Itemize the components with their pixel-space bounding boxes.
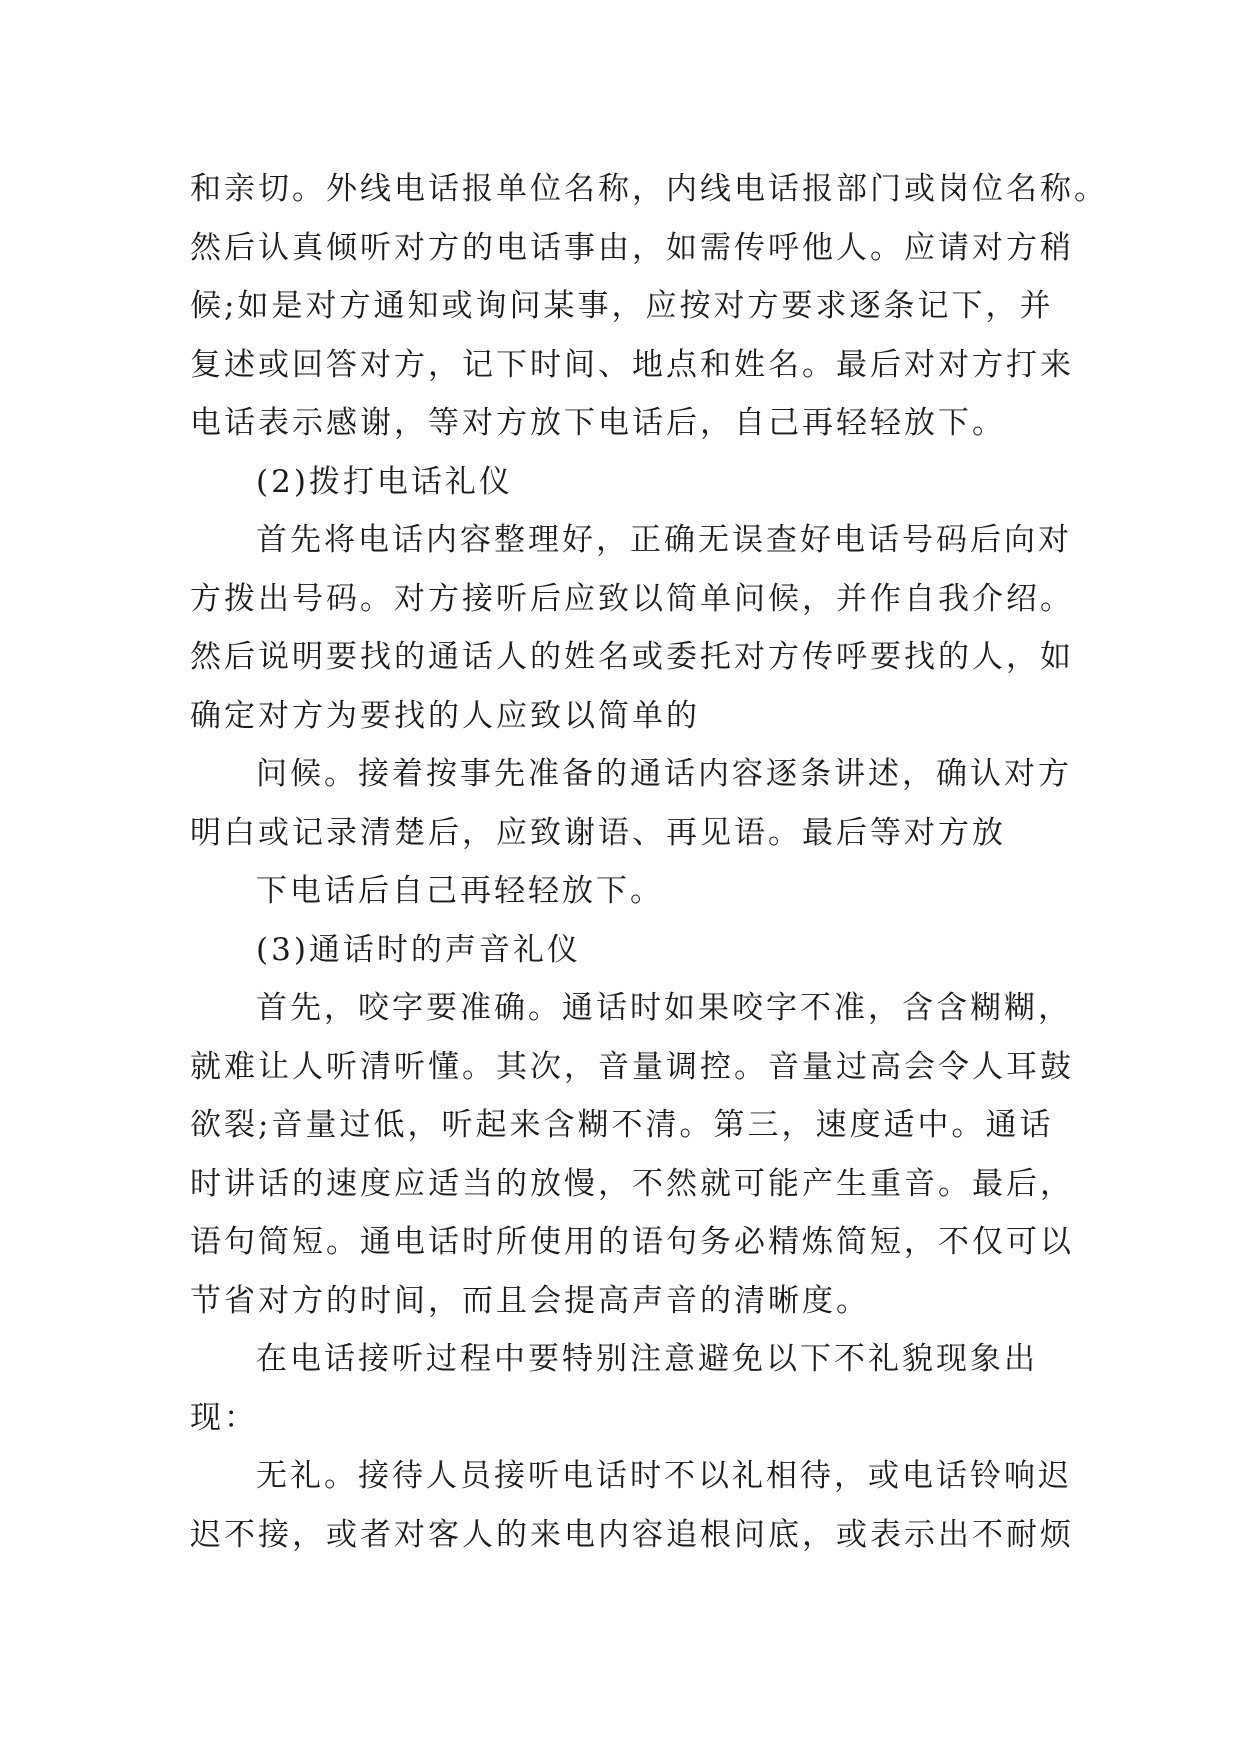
text-line: 方拨出号码。对方接听后应致以简单问候，并作自我介绍。 <box>190 580 1074 617</box>
text-line: 迟不接，或者对客人的来电内容追根问底，或表示出不耐烦 <box>190 1516 1074 1553</box>
text-line: 明白或记录清楚后，应致谢语、再见语。最后等对方放 <box>190 814 1006 851</box>
section-heading-dialing-etiquette: (2)拨打电话礼仪 <box>256 463 513 500</box>
text-line: 就难让人听清听懂。其次，音量调控。音量过高会令人耳鼓 <box>190 1048 1074 1085</box>
text-line: 问候。接着按事先准备的通话内容逐条讲述，确认对方 <box>256 756 1072 792</box>
text-line: 候;如是对方通知或询问某事，应按对方要求逐条记下，并 <box>190 288 1054 324</box>
text-line: 语句简短。通电话时所使用的语句务必精炼简短，不仅可以 <box>190 1224 1074 1260</box>
text-line: 无礼。接待人员接听电话时不以礼相待，或电话铃响迟 <box>256 1458 1072 1494</box>
text-line: 节省对方的时间，而且会提高声音的清晰度。 <box>190 1282 870 1319</box>
text-line: 现： <box>190 1399 258 1436</box>
text-line: 时讲话的速度应适当的放慢，不然就可能产生重音。最后， <box>190 1165 1074 1202</box>
text-line: 复述或回答对方，记下时间、地点和姓名。最后对对方打来 <box>190 346 1074 383</box>
text-line: 在电话接听过程中要特别注意避免以下不礼貌现象出 <box>256 1341 1038 1377</box>
text-line: 然后说明要找的通话人的姓名或委托对方传呼要找的人，如 <box>190 639 1074 675</box>
text-line: 首先，咬字要准确。通话时如果咬字不准，含含糊糊， <box>256 990 1072 1026</box>
text-line: 首先将电话内容整理好，正确无误查好电话号码后向对 <box>256 522 1072 558</box>
text-line: 下电话后自己再轻轻放下。 <box>256 873 664 909</box>
text-line: 然后认真倾听对方的电话事由，如需传呼他人。应请对方稍 <box>190 229 1074 266</box>
document-body <box>190 160 1108 1564</box>
text-line: 和亲切。外线电话报单位名称，内线电话报部门或岗位名称。 <box>190 171 1108 207</box>
text-line: 欲裂;音量过低，听起来含糊不清。第三，速度适中。通话 <box>190 1107 1054 1143</box>
text-line: 确定对方为要找的人应致以简单的 <box>190 697 700 734</box>
text-line: 电话表示感谢，等对方放下电话后，自己再轻轻放下。 <box>190 405 1006 441</box>
section-heading-voice-etiquette: (3)通话时的声音礼仪 <box>256 931 581 968</box>
